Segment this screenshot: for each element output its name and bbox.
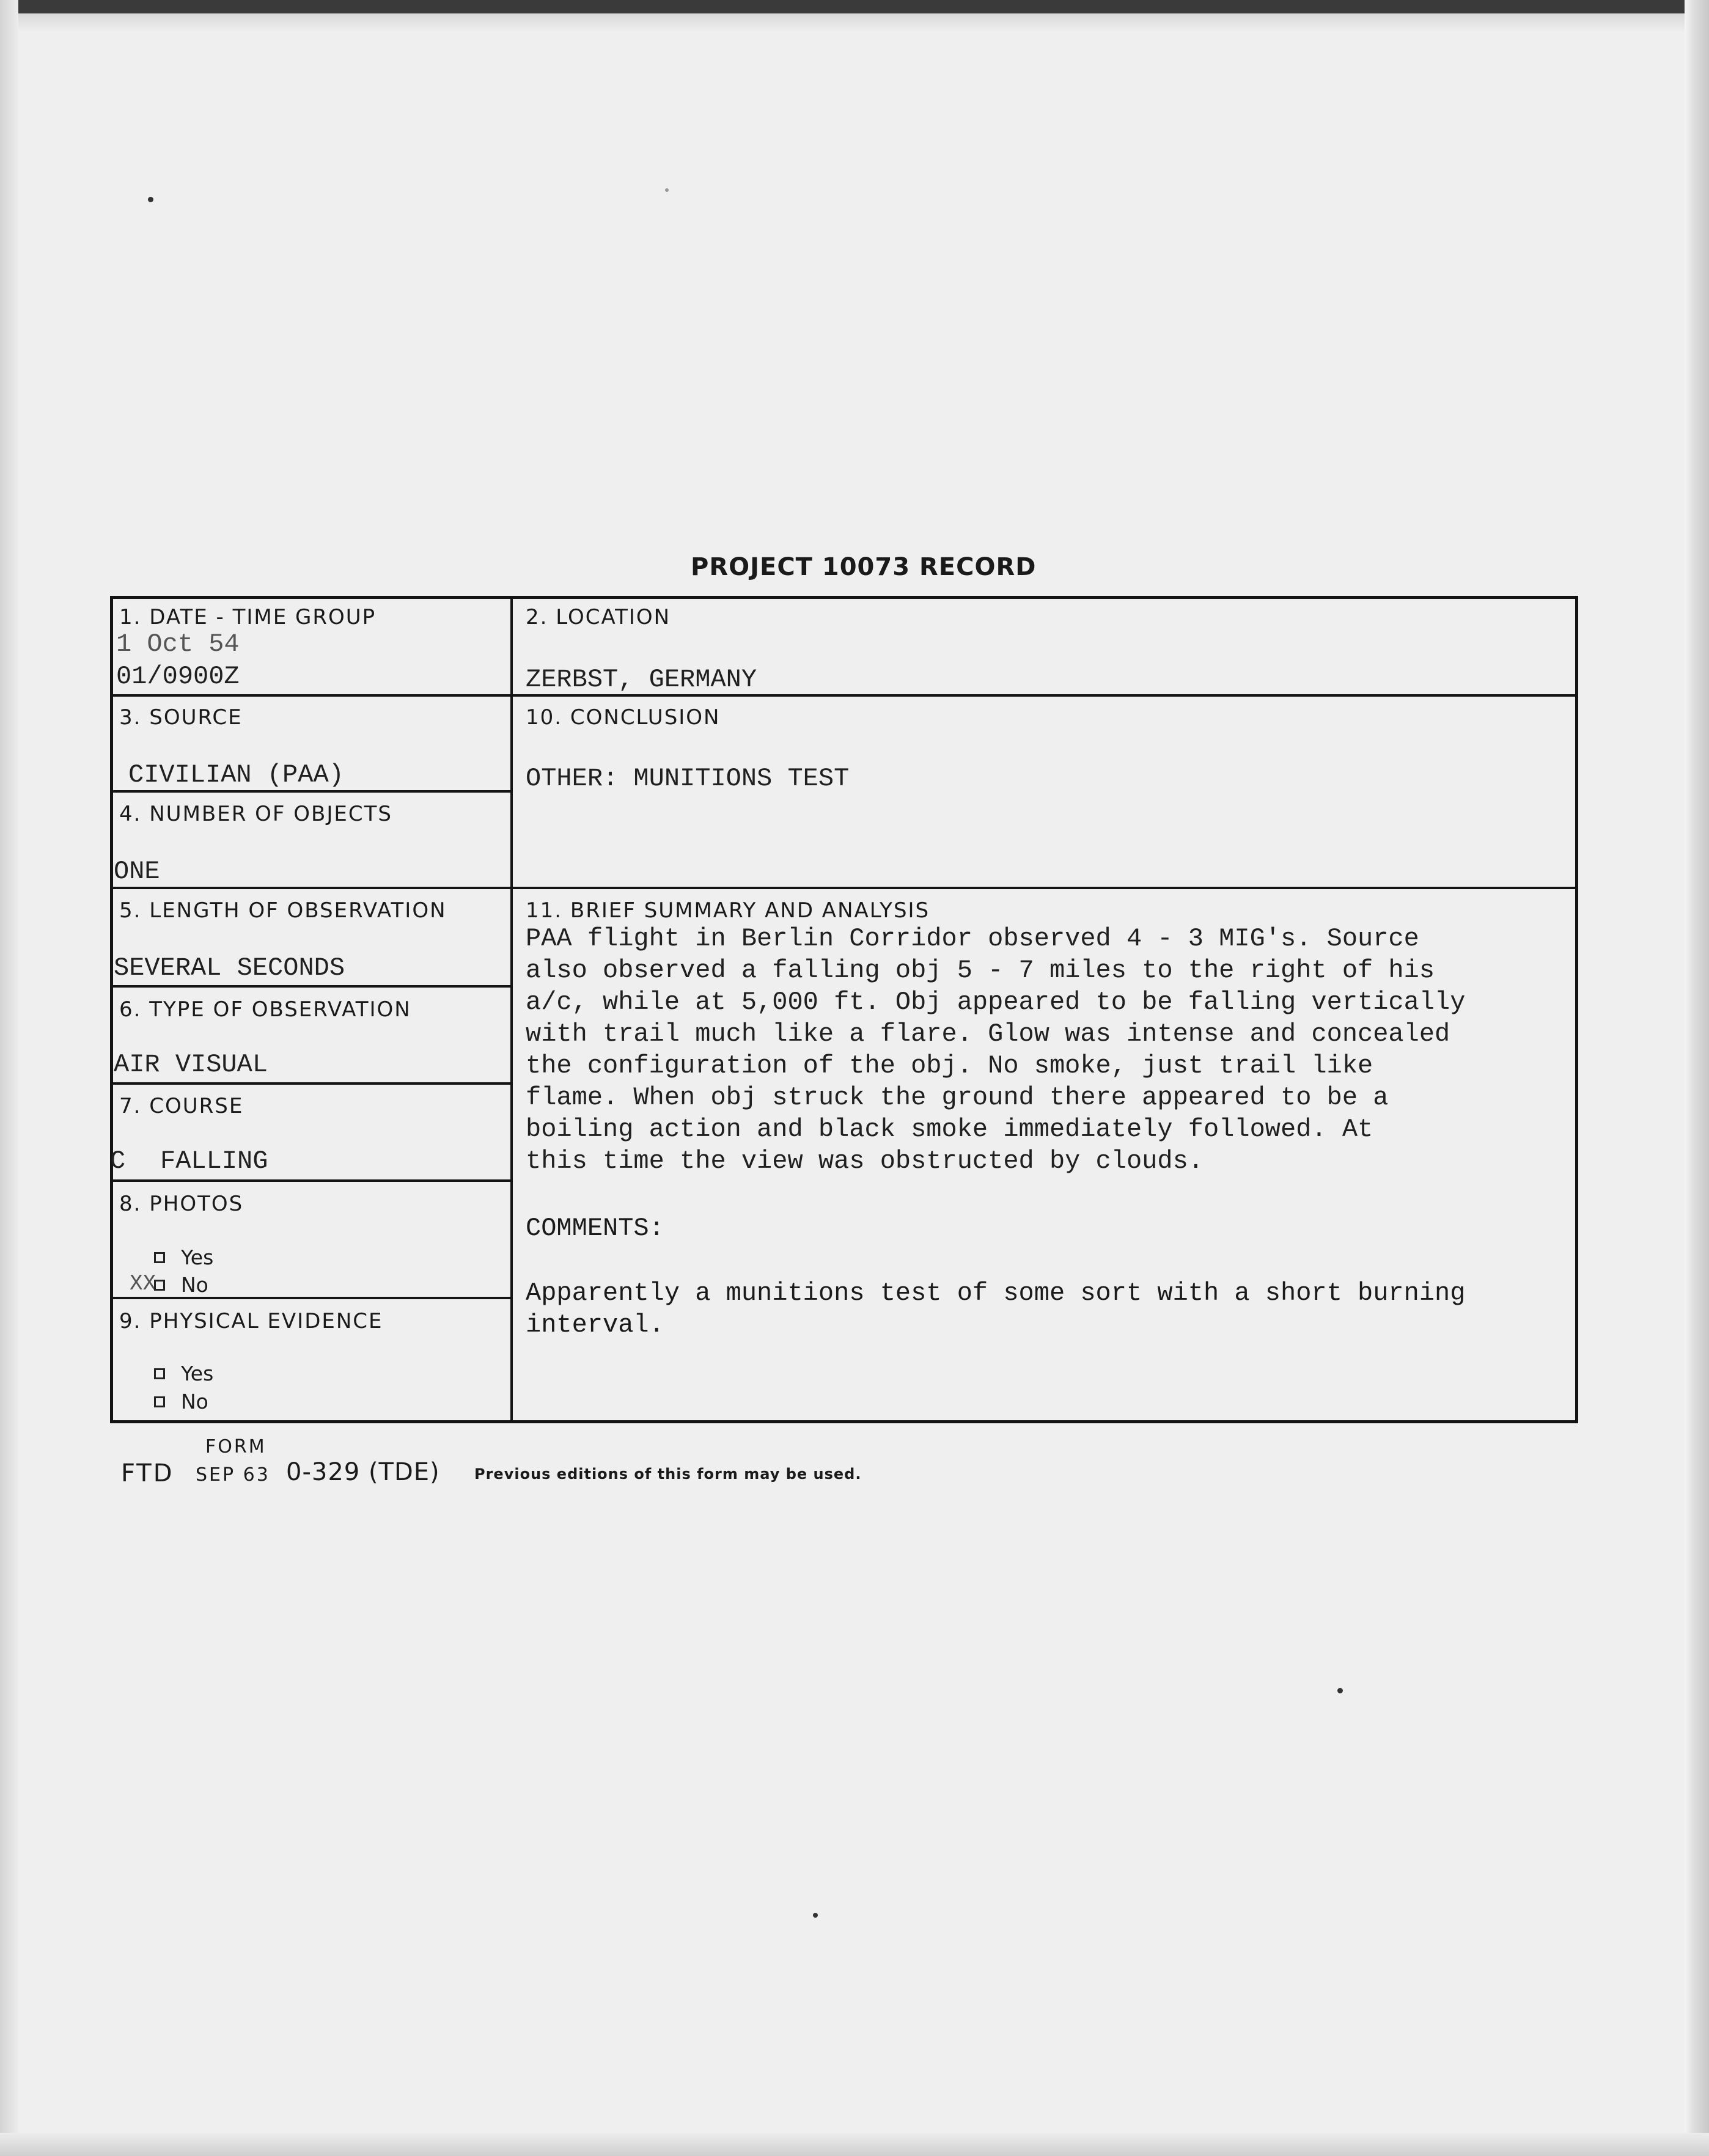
footer-note: Previous editions of this form may be used. [474, 1465, 862, 1483]
photos-no-mark: XX [130, 1271, 156, 1296]
photos-no-option[interactable] [154, 1273, 208, 1297]
scan-edge-right [1685, 0, 1709, 2156]
type-of-observation-label: 6. TYPE OF OBSERVATION [119, 997, 411, 1022]
physical-evidence-label: 9. PHYSICAL EVIDENCE [119, 1309, 383, 1333]
form-title: PROJECT 10073 RECORD [691, 553, 1037, 581]
photos-no-checkbox[interactable] [154, 1280, 165, 1291]
photos-yes-label: Yes [181, 1245, 214, 1269]
type-of-observation-value: AIR VISUAL [114, 1050, 268, 1079]
photos-yes-option[interactable] [154, 1245, 213, 1269]
comments-text: Apparently a munitions test of some sort with a short burning interval. [526, 1278, 1466, 1340]
row-divider [110, 887, 510, 889]
scan-shadow-top [0, 13, 1709, 32]
scan-speck [665, 188, 669, 192]
location-label: 2. LOCATION [526, 605, 671, 629]
physical-evidence-no-option[interactable] [154, 1390, 208, 1414]
column-divider [510, 596, 513, 1423]
footer-form-word: FORM [205, 1436, 266, 1458]
row-divider [110, 985, 510, 988]
course-prefix: C [110, 1146, 126, 1176]
physical-evidence-yes-option[interactable] [154, 1362, 213, 1385]
source-value: CIVILIAN (PAA) [128, 760, 344, 790]
source-label: 3. SOURCE [119, 705, 243, 730]
physical-evidence-yes-checkbox[interactable] [154, 1368, 165, 1379]
scan-edge-left [0, 0, 18, 2156]
photos-no-label: No [181, 1273, 208, 1297]
summary-label: 11. BRIEF SUMMARY AND ANALYSIS [526, 898, 930, 923]
photos-yes-checkbox[interactable] [154, 1252, 165, 1263]
physical-evidence-no-checkbox[interactable] [154, 1396, 165, 1407]
length-of-observation-label: 5. LENGTH OF OBSERVATION [119, 898, 447, 923]
number-of-objects-value: ONE [114, 857, 160, 886]
footer-form-number: 0-329 (TDE) [286, 1458, 440, 1486]
footer-date: SEP 63 [196, 1464, 270, 1486]
row-divider [110, 1082, 510, 1085]
conclusion-label: 10. CONCLUSION [526, 705, 721, 730]
row-divider [110, 1179, 510, 1182]
scan-speck [813, 1913, 818, 1918]
date-time-label: 1. DATE - TIME GROUP [119, 605, 377, 629]
comments-label: COMMENTS: [526, 1214, 664, 1243]
length-of-observation-value: SEVERAL SECONDS [114, 953, 345, 983]
row-divider [110, 694, 1578, 697]
summary-text: PAA flight in Berlin Corridor observed 4 - 3 MIG's. Source also observed a falling obj 5 - 7 miles to the right of his a/c, while at 5,000 ft. Obj appeared to be falling vertically with trail much like a flare. Glow was intense and concealed the configuration of the obj. No smoke, just trail like flame. When obj struck the ground there appeared to be a boiling action and black smoke immediately followed. At this time the view was obstructed by clouds. [526, 924, 1466, 1176]
row-divider [510, 887, 1578, 889]
physical-evidence-yes-label: Yes [181, 1362, 214, 1385]
number-of-objects-label: 4. NUMBER OF OBJECTS [119, 802, 392, 826]
course-value: FALLING [160, 1146, 268, 1176]
footer-ftd: FTD [121, 1459, 174, 1487]
physical-evidence-no-label: No [181, 1390, 208, 1414]
scan-speck [1337, 1688, 1343, 1693]
time-group-value: 01/0900Z [116, 662, 240, 691]
course-label: 7. COURSE [119, 1094, 244, 1118]
date-value: 1 Oct 54 [116, 629, 240, 659]
conclusion-value: OTHER: MUNITIONS TEST [526, 764, 850, 793]
location-value: ZERBST, GERMANY [526, 665, 757, 694]
row-divider [110, 790, 510, 793]
scan-edge-top [0, 0, 1709, 13]
photos-label: 8. PHOTOS [119, 1192, 244, 1216]
row-divider [110, 1297, 510, 1299]
scan-edge-bottom [0, 2133, 1709, 2156]
scan-speck [148, 197, 153, 202]
